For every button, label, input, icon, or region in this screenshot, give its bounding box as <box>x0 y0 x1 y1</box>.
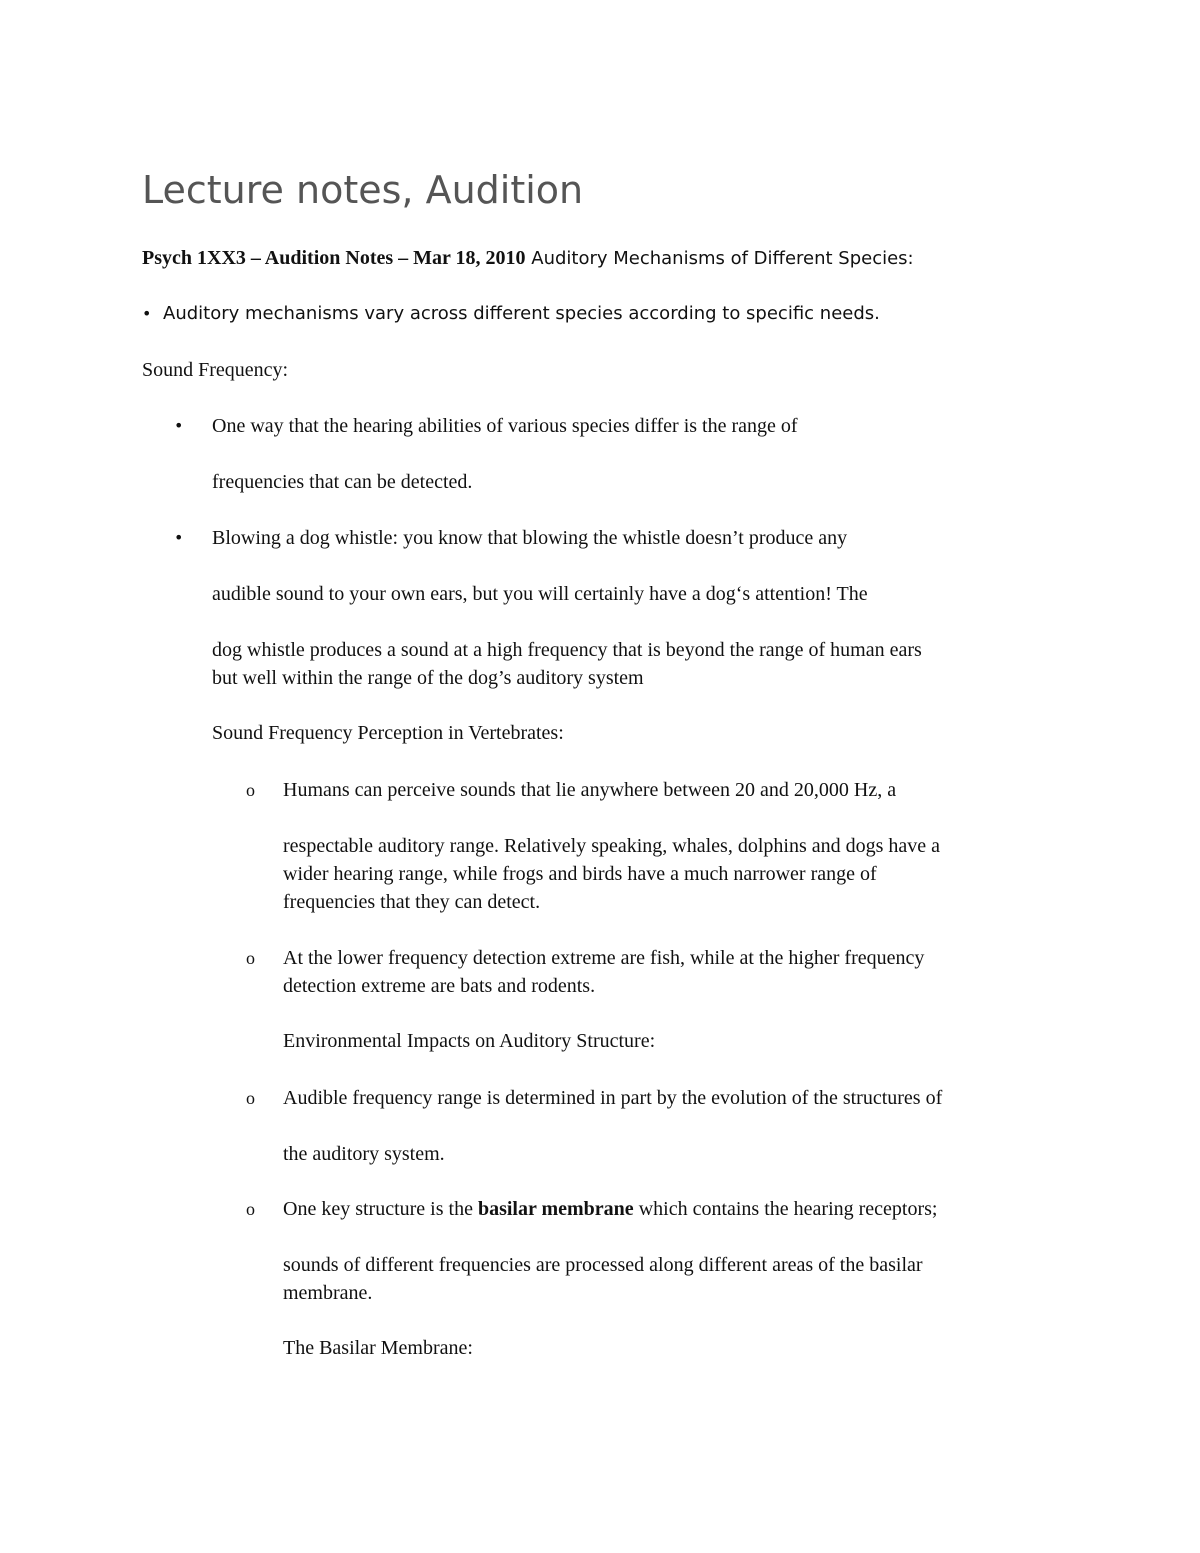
bullet-dot-icon: • <box>142 304 152 323</box>
text-span: which contains the hearing receptors; <box>633 1198 938 1220</box>
section-heading-environmental: Environmental Impacts on Auditory Structure: <box>283 1030 656 1052</box>
section-heading-vertebrates: Sound Frequency Perception in Vertebrates: <box>212 722 564 744</box>
bullet-circle-icon: o <box>246 780 255 800</box>
bullet-dot-icon: • <box>174 528 184 547</box>
list-item-text-line: wider hearing range, while frogs and birds have a much narrower range of <box>283 863 877 885</box>
bullet-text-line: audible sound to your own ears, but you will certainly have a dog‘s attention! The <box>212 583 868 605</box>
list-item-text-line: the auditory system. <box>283 1143 445 1165</box>
intro-bullet-text: Auditory mechanisms vary across different species according to specific needs. <box>163 303 880 324</box>
bullet-text-line: dog whistle produces a sound at a high frequency that is beyond the range of human ears <box>212 639 922 661</box>
list-item-text-line: membrane. <box>283 1282 373 1304</box>
bullet-text-line: but well within the range of the dog’s auditory system <box>212 667 644 689</box>
section-heading-sound-frequency: Sound Frequency: <box>142 359 289 381</box>
header-course-date: Psych 1XX3 – Audition Notes – Mar 18, 2010 <box>142 247 526 269</box>
list-item-text-line: Humans can perceive sounds that lie anywhere between 20 and 20,000 Hz, a <box>283 779 897 801</box>
bullet-circle-icon: o <box>246 1088 255 1108</box>
bullet-text-line: Blowing a dog whistle: you know that blowing the whistle doesn’t produce any <box>212 527 848 549</box>
list-item-text-line: detection extreme are bats and rodents. <box>283 975 596 997</box>
bullet-text-line: One way that the hearing abilities of various species differ is the range of <box>212 415 798 437</box>
list-item-text-line: Audible frequency range is determined in part by the evolution of the structures of <box>283 1087 943 1109</box>
bullet-dot-icon: • <box>174 416 184 435</box>
list-item-text-line <box>283 1195 937 1223</box>
bullet-circle-icon: o <box>246 1199 255 1219</box>
list-item-text-line: frequencies that they can detect. <box>283 891 541 913</box>
header-line <box>142 244 914 273</box>
bullet-circle-icon: o <box>246 948 255 968</box>
text-span: One key structure is the <box>283 1198 478 1220</box>
page-title: Lecture notes, Audition <box>142 168 584 212</box>
key-term-basilar-membrane: basilar membrane <box>477 1198 634 1220</box>
list-item-text-line: respectable auditory range. Relatively speaking, whales, dolphins and dogs have a <box>283 835 941 857</box>
section-heading-basilar-membrane: The Basilar Membrane: <box>283 1337 473 1359</box>
list-item-text-line: sounds of different frequencies are processed along different areas of the basilar <box>283 1254 923 1276</box>
bullet-text-line: frequencies that can be detected. <box>212 471 473 493</box>
list-item-text-line: At the lower frequency detection extreme are fish, while at the higher frequency <box>283 947 925 969</box>
header-topic: Auditory Mechanisms of Different Species: <box>525 248 914 269</box>
